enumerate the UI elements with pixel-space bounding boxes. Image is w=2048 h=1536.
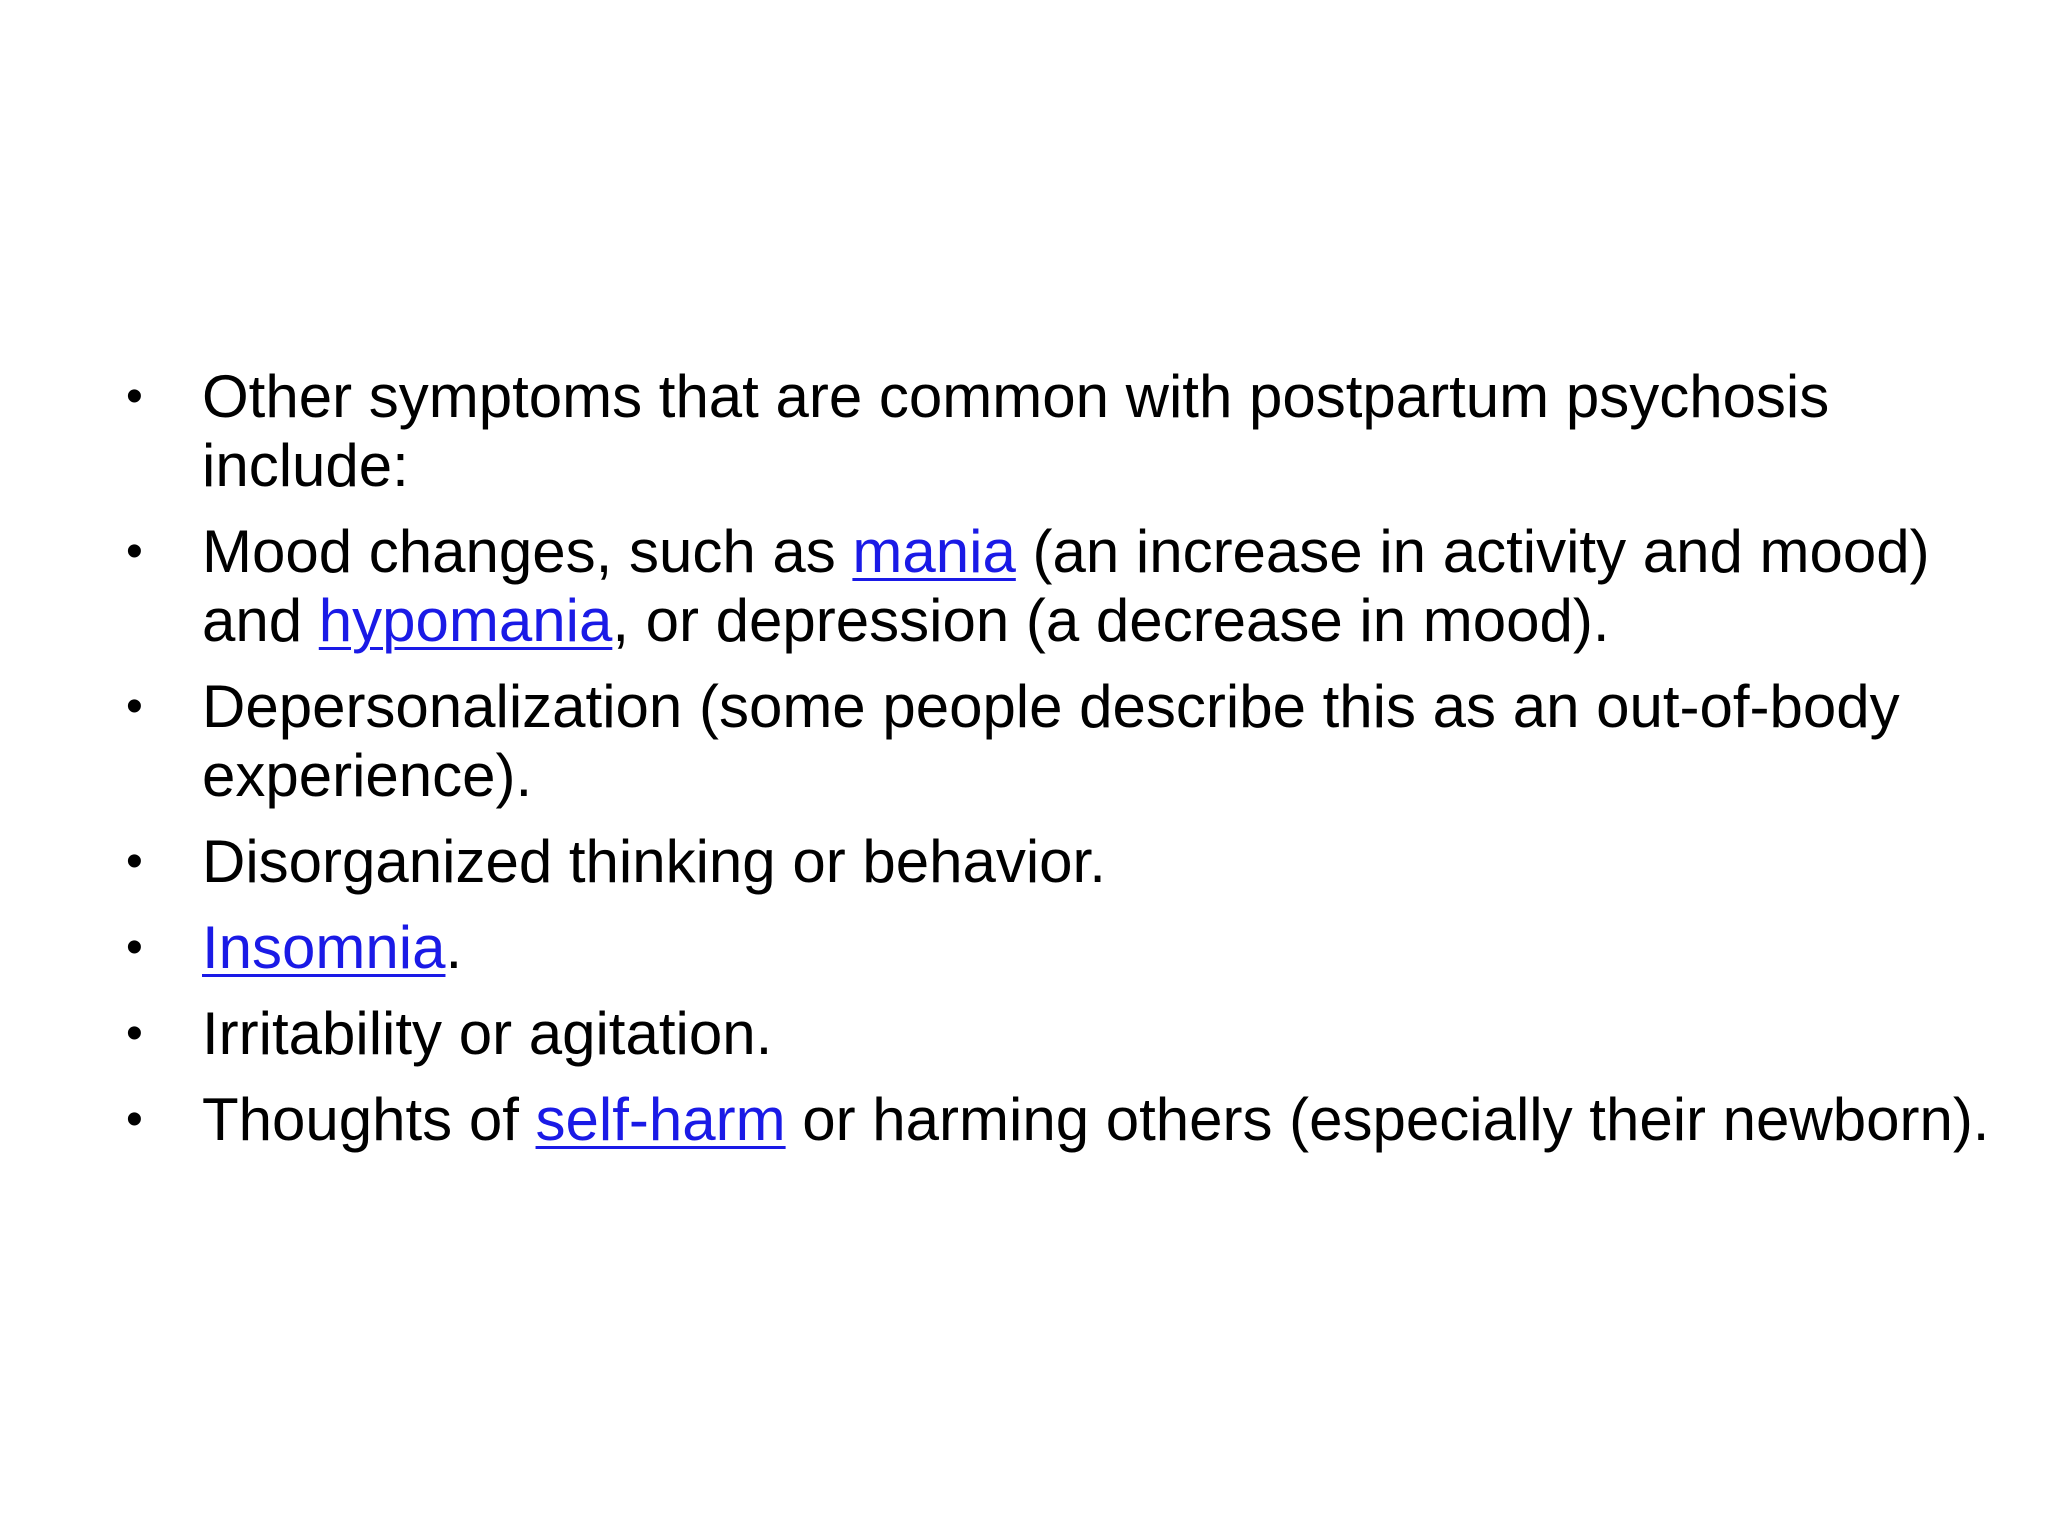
bullet-text: Disorganized thinking or behavior. xyxy=(202,828,1106,895)
bullet-dot: • xyxy=(126,1007,143,1060)
bullet-text: Depersonalization (some people describe this as an out-of-body experience). xyxy=(202,673,1900,809)
bullet-text: . xyxy=(445,914,463,981)
link-mania[interactable]: mania xyxy=(852,518,1016,585)
bullet-dot: • xyxy=(126,921,143,974)
bullet-list xyxy=(120,362,2000,1171)
bullet-dot: • xyxy=(126,835,143,888)
link-self-harm[interactable]: self-harm xyxy=(535,1086,786,1153)
bullet-dot: • xyxy=(126,1093,143,1146)
link-hypomania[interactable]: hypomania xyxy=(318,587,613,654)
bullet-text: , or depression (a decrease in mood). xyxy=(612,587,1610,654)
bullet-dot: • xyxy=(126,680,143,733)
bullet-text: or harming others (especially their newborn). xyxy=(785,1086,1990,1153)
bullet-item-7 xyxy=(120,1085,2000,1154)
bullet-item-2 xyxy=(120,517,2000,655)
bullet-item-4 xyxy=(120,827,2000,896)
link-insomnia[interactable]: Insomnia xyxy=(202,914,446,981)
bullet-text: (an increase in activity and mood) and xyxy=(202,518,1930,654)
bullet-item-3 xyxy=(120,672,2000,810)
bullet-dot: • xyxy=(126,525,143,578)
bullet-item-5 xyxy=(120,913,2000,982)
bullet-dot: • xyxy=(126,370,143,423)
bullet-text: Irritability or agitation. xyxy=(202,1000,773,1067)
bullet-item-1 xyxy=(120,362,2000,500)
bullet-text: Mood changes, such as xyxy=(202,518,853,585)
bullet-text: Other symptoms that are common with postpartum psychosis include: xyxy=(202,363,1830,499)
bullet-item-6 xyxy=(120,999,2000,1068)
bullet-text: Thoughts of xyxy=(202,1086,536,1153)
